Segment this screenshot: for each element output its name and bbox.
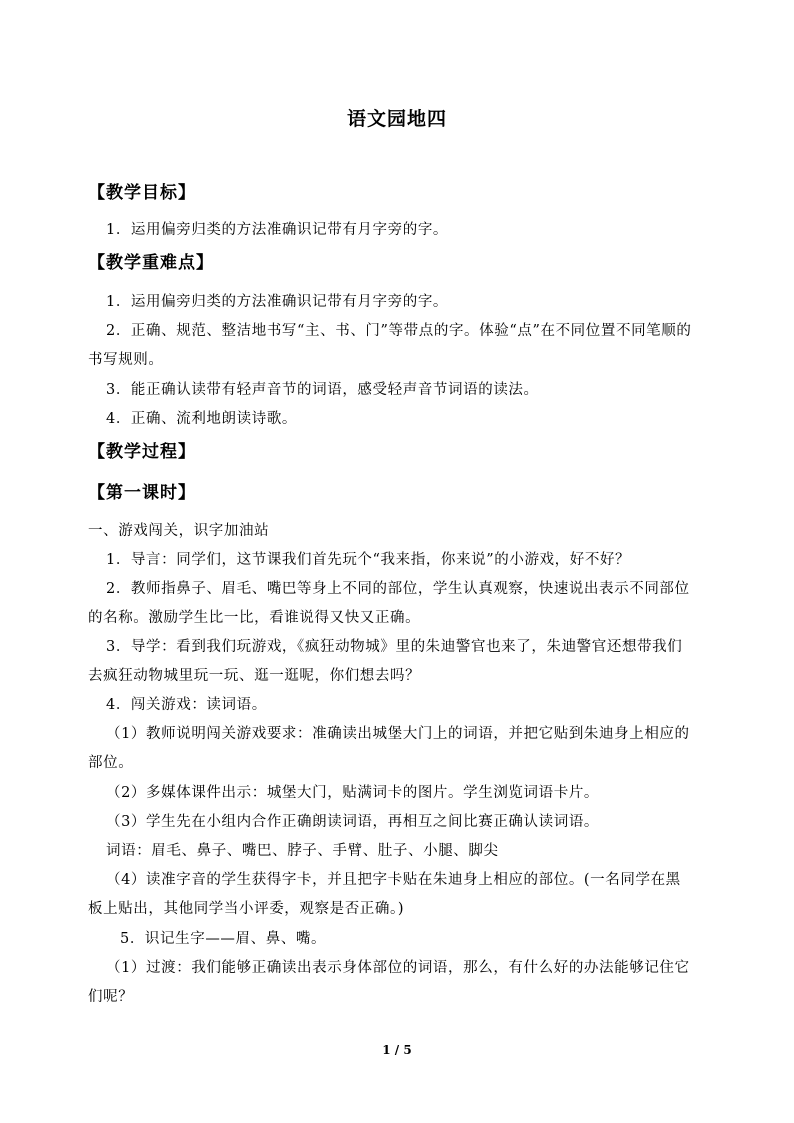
paragraph-line: （1）过渡：我们能够正确读出表示身体部位的词语，那么，有什么好的办法能够记住它 <box>106 960 690 976</box>
paragraph-line: 3．能正确认读带有轻声音节的词语，感受轻声音节词语的读法。 <box>106 382 539 398</box>
paragraph-line: 4．闯关游戏：读词语。 <box>106 697 267 713</box>
paragraph-line: （1）教师说明闯关游戏要求：准确读出城堡大门上的词语，并把它贴到朱迪身上相应的 <box>106 726 690 742</box>
paragraph-line: （4）读准字音的学生获得字卡，并且把字卡贴在朱迪身上相应的部位。(一名同学在黑 <box>106 872 681 888</box>
paragraph-line: 书写规则。 <box>88 352 164 368</box>
page-number: 1 / 5 <box>382 1043 412 1057</box>
paragraph-line: 们呢？ <box>88 989 134 1005</box>
paragraph-line: （3）学生先在小组内合作正确朗读词语，再相互之间比赛正确认读词语。 <box>106 814 600 830</box>
paragraph-line: 2．教师指鼻子、眉毛、嘴巴等身上不同的部位，学生认真观察，快速说出表示不同部位 <box>106 581 690 597</box>
heading-objectives: 【教学目标】 <box>88 183 196 203</box>
paragraph-line: 5．识记生字——眉、鼻、嘴。 <box>120 931 327 947</box>
heading-process: 【教学过程】 <box>88 442 196 462</box>
paragraph-line: 1．运用偏旁归类的方法准确识记带有月字旁的字。 <box>106 294 449 310</box>
page-title: 语文园地四 <box>346 108 447 130</box>
paragraph-line: 部位。 <box>88 755 134 771</box>
paragraph-line: 1．运用偏旁归类的方法准确识记带有月字旁的字。 <box>106 222 449 238</box>
paragraph-line: 去疯狂动物城里玩一玩、逛一逛呢，你们想去吗？ <box>88 668 421 684</box>
paragraph-line: 3．导学：看到我们玩游戏，《疯狂动物城》里的朱迪警官也来了，朱迪警官还想带我们 <box>106 639 683 655</box>
paragraph-line: 4．正确、流利地朗读诗歌。 <box>106 411 298 427</box>
heading-lesson1: 【第一课时】 <box>88 483 196 503</box>
paragraph-line: （2）多媒体课件出示：城堡大门，贴满词卡的图片。学生浏览词语卡片。 <box>106 785 600 801</box>
heading-key-points: 【教学重难点】 <box>88 253 214 273</box>
paragraph-line: 词语：眉毛、鼻子、嘴巴、脖子、手臂、肚子、小腿、脚尖 <box>106 843 499 859</box>
paragraph-line: 2．正确、规范、整洁地书写“主、书、门”等带点的字。体验“点”在不同位置不同笔顺的 <box>106 323 692 339</box>
section-heading: 一、游戏闯关，识字加油站 <box>88 523 270 539</box>
paragraph-line: 的名称。激励学生比一比，看谁说得又快又正确。 <box>88 610 421 626</box>
paragraph-line: 板上贴出，其他同学当小评委，观察是否正确。) <box>88 901 405 917</box>
paragraph-line: 1．导言：同学们，这节课我们首先玩个“我来指，你来说”的小游戏，好不好？ <box>106 552 631 568</box>
